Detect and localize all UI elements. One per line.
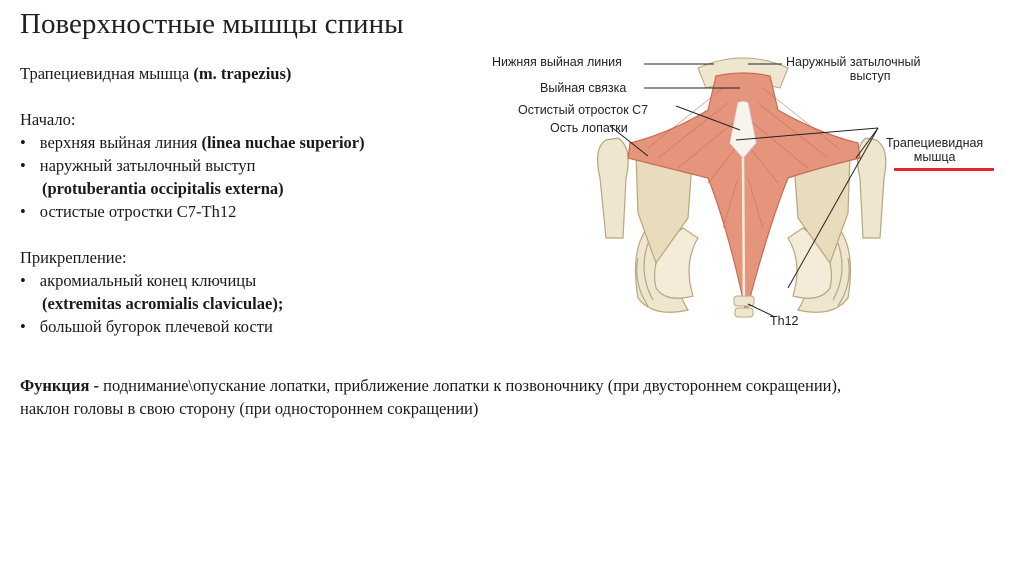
function-label: Функция -	[20, 376, 99, 395]
label-scapular-spine: Ость лопатки	[550, 121, 628, 135]
muscle-name-line	[20, 62, 291, 86]
insertion-heading: Прикрепление	[20, 248, 122, 267]
origin-heading: Начало	[20, 110, 71, 129]
origin-item-2-latin: (protuberantia occipitalis externa)	[42, 179, 284, 198]
function-line-1: Функция - поднимание\опускание лопатки, приближение лопатки к позвоночнику (при двустороннем сокращении),	[20, 376, 842, 395]
insertion-item-1: • акромиальный конец ключицы	[20, 271, 257, 290]
origin-heading-line: Начало:	[20, 110, 76, 129]
function-line-2: наклон головы в свою сторону (при одностороннем сокращении)	[20, 399, 479, 418]
origin-item-1: • верхняя выйная линия (linea nuchae superior)	[20, 133, 365, 152]
label-th12: Th12	[770, 314, 799, 328]
trapezius-underline	[894, 168, 994, 171]
insertion-item-1-latin: (extremitas acromialis claviculae);	[42, 294, 284, 313]
page-title: Поверхностные мышцы спины	[20, 8, 404, 40]
label-lower-nuchal-line: Нижняя выйная линия	[492, 55, 622, 69]
insertion-item-2: • большой бугорок плечевой кости	[20, 317, 273, 336]
insertion-heading-line: Прикрепление:	[20, 248, 127, 267]
label-spinous-c7: Остистый отросток C7	[518, 103, 649, 117]
trapezius-figure	[488, 48, 1008, 338]
label-trapezius: Трапециевидная мышца	[886, 136, 984, 164]
muscle-latin: (m. trapezius)	[193, 64, 292, 83]
muscle-name: Трапециевидная мышца	[20, 64, 190, 83]
origin-item-2: • наружный затылочный выступ	[20, 156, 256, 175]
origin-item-3: • остистые отростки C7-Th12	[20, 202, 237, 221]
lower-spine	[734, 296, 754, 317]
label-nuchal-ligament: Выйная связка	[540, 81, 627, 95]
label-external-protuberance: Наружный затылочный выступ	[786, 55, 921, 83]
